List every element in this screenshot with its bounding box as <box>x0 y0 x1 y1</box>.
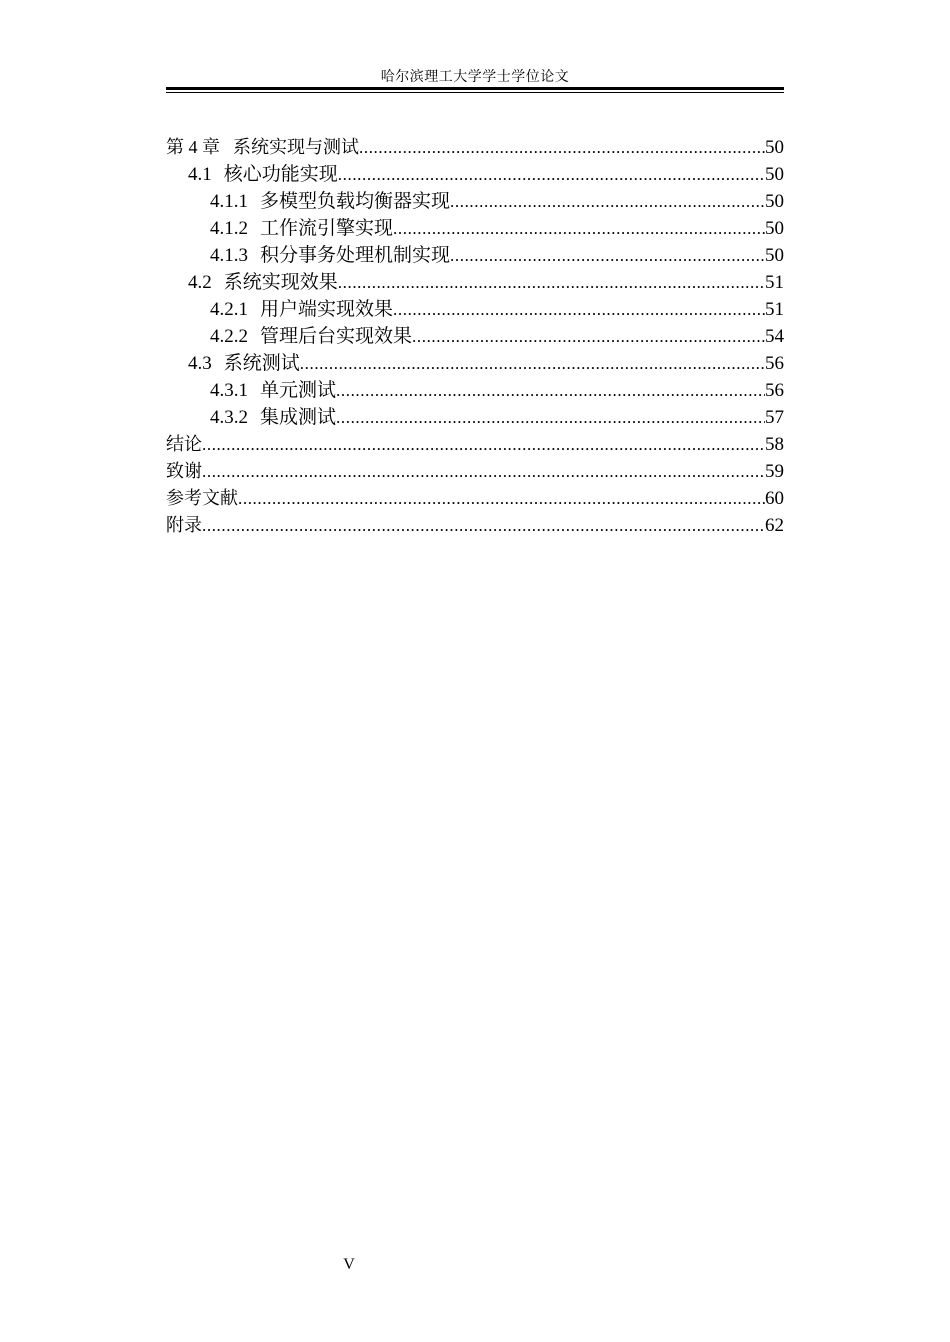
toc-dot-leader <box>238 485 765 512</box>
toc-entry-page: 50 <box>765 137 784 158</box>
toc-entry-title: 系统测试 <box>223 353 300 374</box>
toc-entry[interactable] <box>166 269 784 296</box>
toc-entry-title: 单元测试 <box>260 380 337 401</box>
toc-entry-title: 系统实现与测试 <box>233 137 359 158</box>
toc-entry-page: 56 <box>765 380 784 401</box>
toc-dot-leader <box>450 188 765 215</box>
toc-entry-title: 用户端实现效果 <box>260 299 394 320</box>
toc-entry-title: 积分事务处理机制实现 <box>260 245 451 266</box>
toc-entry[interactable] <box>166 377 784 404</box>
toc-entry-title: 结论 <box>166 434 202 455</box>
toc-entry-number: 4.2.2 <box>210 326 248 347</box>
toc-dot-leader <box>338 269 765 296</box>
toc-entry-title: 系统实现效果 <box>223 272 338 293</box>
toc-entry[interactable] <box>166 458 784 485</box>
toc-entry[interactable] <box>166 161 784 188</box>
page-number: V <box>343 1256 355 1273</box>
toc-dot-leader <box>202 512 765 539</box>
toc-dot-leader <box>202 458 765 485</box>
toc-entry-title: 核心功能实现 <box>223 164 338 185</box>
toc-dot-leader <box>412 323 765 350</box>
toc-entry-number: 4.2 <box>188 272 212 293</box>
toc-dot-leader <box>393 215 765 242</box>
toc-entry[interactable] <box>166 431 784 458</box>
toc-entry-page: 50 <box>765 164 784 185</box>
toc-entry-page: 51 <box>765 299 784 320</box>
toc-entry-page: 50 <box>765 245 784 266</box>
toc-dot-leader <box>450 242 765 269</box>
toc-entry[interactable] <box>166 323 784 350</box>
toc-entry-page: 59 <box>765 461 784 482</box>
toc-entry-number: 4.1 <box>188 164 212 185</box>
header-rule-thick <box>166 87 784 90</box>
toc-entry-page: 58 <box>765 434 784 455</box>
toc-entry[interactable] <box>166 188 784 215</box>
toc-entry[interactable] <box>166 215 784 242</box>
toc-entry-title: 致谢 <box>166 461 202 482</box>
toc-entry-number: 4.3 <box>188 353 212 374</box>
toc-entry[interactable] <box>166 134 784 161</box>
toc-entry-title: 工作流引擎实现 <box>260 218 394 239</box>
toc-dot-leader <box>336 404 765 431</box>
toc-entry-title: 参考文献 <box>166 488 238 509</box>
header-rule-thin <box>166 92 784 93</box>
toc-entry-number: 4.1.3 <box>210 245 248 266</box>
toc-entry[interactable] <box>166 512 784 539</box>
toc-entry[interactable] <box>166 404 784 431</box>
toc-entry-page: 56 <box>765 353 784 374</box>
toc-entry-number: 4.3.2 <box>210 407 248 428</box>
running-header: 哈尔滨理工大学学士学位论文 <box>380 69 570 85</box>
toc-entry-title: 多模型负载均衡器实现 <box>260 191 451 212</box>
toc-entry-page: 54 <box>765 326 784 347</box>
toc-entry-title: 集成测试 <box>260 407 337 428</box>
toc-dot-leader <box>336 377 765 404</box>
toc-dot-leader <box>393 296 765 323</box>
toc-entry-page: 57 <box>765 407 784 428</box>
toc-entry-page: 51 <box>765 272 784 293</box>
toc-entry[interactable] <box>166 242 784 269</box>
toc-entry-title: 附录 <box>166 515 202 536</box>
toc-entry-page: 60 <box>765 488 784 509</box>
toc-dot-leader <box>359 134 765 161</box>
table-of-contents <box>166 134 784 539</box>
toc-entry-number: 4.1.1 <box>210 191 248 212</box>
toc-entry[interactable] <box>166 350 784 377</box>
toc-entry-page: 50 <box>765 218 784 239</box>
toc-dot-leader <box>202 431 765 458</box>
toc-dot-leader <box>300 350 765 377</box>
toc-dot-leader <box>338 161 765 188</box>
toc-entry[interactable] <box>166 296 784 323</box>
toc-entry-number: 4.3.1 <box>210 380 248 401</box>
toc-entry-number: 4.2.1 <box>210 299 248 320</box>
toc-entry[interactable] <box>166 485 784 512</box>
toc-entry-page: 50 <box>765 191 784 212</box>
toc-entry-title: 管理后台实现效果 <box>260 326 413 347</box>
toc-entry-number: 4.1.2 <box>210 218 248 239</box>
toc-entry-page: 62 <box>765 515 784 536</box>
toc-entry-number: 第 4 章 <box>166 137 220 157</box>
